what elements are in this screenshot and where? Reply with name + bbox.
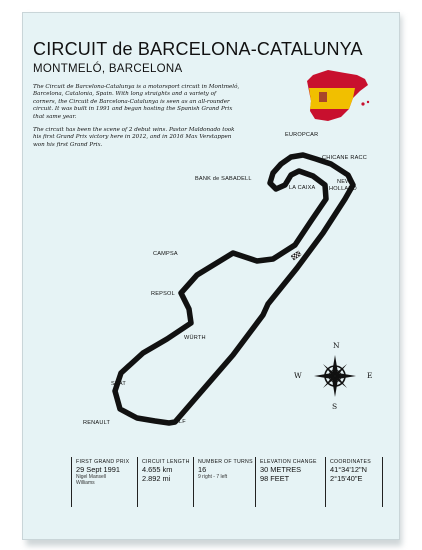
corner-label-wurth: WÜRTH [184,335,206,341]
stat-first-grand-prix [71,457,137,507]
stat-value: 2.892 mi [142,474,171,483]
corner-label-new-holland-1: NEW [337,179,351,185]
stat-value: 41°34'12"N [330,465,367,474]
stat-label: COORDINATES [330,459,371,465]
stat-value: 29 Sept 1991 [76,465,120,474]
corner-label-elf: ELF [175,419,186,425]
stat-sub: 9 right - 7 left [198,474,228,480]
corner-label-renault: RENAULT [83,420,111,426]
stat-label: CIRCUIT LENGTH [142,459,190,465]
stat-value: 16 [198,465,207,474]
corner-label-europcar: EUROPCAR [285,132,319,138]
stat-label: ELEVATION CHANGE [260,459,317,465]
stat-sub: Williams [76,480,95,486]
stat-coordinates [325,457,383,507]
corner-label-bank-de-sabadell: BANK de SABADELL [195,176,252,182]
poster-title: CIRCUIT de BARCELONA-CATALUNYA [33,39,363,59]
stat-number-of-turns [193,457,255,507]
start-finish-line [291,251,301,260]
compass-east: E [367,371,373,380]
stat-value: 4.655 km [142,465,173,474]
coat-of-arms-icon [319,92,327,102]
poster-subtitle: MONTMELÓ, BARCELONA [33,63,183,75]
corner-label-chicane-racc: CHICANE RACC [322,155,367,161]
stats-footer [37,457,387,509]
spain-map-flag-icon [307,70,369,121]
corner-label-la-caixa: LA CAIXA [289,185,316,191]
corner-label-campsa: CAMPSA [153,251,178,257]
circuit-track [115,155,353,423]
poster [22,12,400,540]
compass-west: W [294,371,302,380]
compass-south: S [332,402,338,411]
corner-label-seat: SEAT [111,381,126,387]
corner-label-repsol: REPSOL [151,291,175,297]
description-paragraph-1: The Circuit de Barcelona-Catalunya is a motorsport circuit in Montmeló, Barcelona, Catalonia, Spain. With long straights and a variety of corners, the Circuit de Barcelona-Catalunya is seen as an all-rounder circuit. It was built in 1991 and began hosting the Spanish Grand Prix that same year. [33,84,240,120]
compass-north: N [333,341,340,350]
description-paragraph-2: The circuit has been the scene of 2 debut wins. Pastor Maldonado took his first Grand Prix victory here in 2012, and in 2016 Max Verstappen won his first Grand Prix. [33,127,235,148]
stat-value: 2°15'40"E [330,474,363,483]
stat-label: NUMBER OF TURNS [198,459,253,465]
stat-elevation-change [255,457,325,507]
stat-sub: Nigel Mansell [76,474,107,480]
stat-value: 98 FEET [260,474,290,483]
stat-label: FIRST GRAND PRIX [76,459,130,465]
compass-rose-icon [314,355,356,397]
stat-value: 30 METRES [260,465,302,474]
corner-label-new-holland-2: HOLLAND [329,186,357,192]
stat-circuit-length [137,457,193,507]
